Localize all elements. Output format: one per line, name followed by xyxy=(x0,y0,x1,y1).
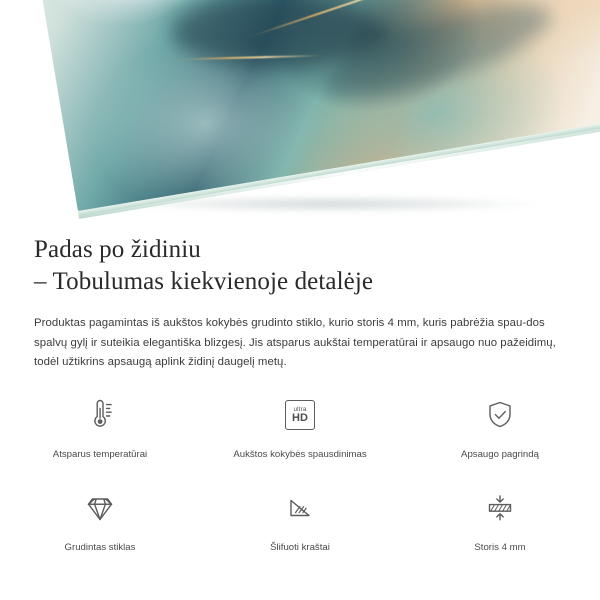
shield-check-icon xyxy=(477,392,523,438)
feature-item xyxy=(400,485,600,554)
badge-top-label: ultra xyxy=(293,406,307,413)
marble-print-surface xyxy=(24,0,600,212)
glass-panel xyxy=(24,0,600,212)
page-title-line-2: – Tobulumas kiekvienoje detalėje xyxy=(34,268,374,295)
diamond-icon xyxy=(77,485,123,531)
feature-item xyxy=(200,392,400,461)
feature-item xyxy=(400,392,600,461)
text-content xyxy=(0,222,600,373)
feature-item xyxy=(0,392,200,461)
feature-label: Storis 4 mm xyxy=(474,542,526,553)
badge-bottom-label: HD xyxy=(292,412,308,424)
hero-product-image xyxy=(0,0,600,222)
sparkle-icon xyxy=(540,186,562,208)
feature-grid xyxy=(0,392,600,554)
thermometer-icon xyxy=(77,392,123,438)
feature-label: Šlifuoti kraštai xyxy=(270,542,330,553)
ultra-hd-badge-icon xyxy=(277,392,323,438)
page-title-line-1: Padas po židiniu xyxy=(34,236,201,263)
page-title xyxy=(0,222,600,298)
feature-item xyxy=(0,485,200,554)
feature-label: Atsparus temperatūrai xyxy=(52,449,148,460)
product-description: Produktas pagamintas iš aukštos kokybės grudinto stiklo, kurio storis 4 mm, kuris pabrėžia spau-dos spalvų gylį ir suteikia elegantiška blizgesį. Jis atsparus aukštai temperatūrai ir apsaugo nuo pažeidimų, todėl užtikrins apsaugą aplink židinį daugelį metų. xyxy=(34,317,556,368)
feature-label: Aukštos kokybės spausdinimas xyxy=(233,449,367,460)
feature-item xyxy=(200,485,400,554)
feature-label: Grudintas stiklas xyxy=(64,542,136,553)
polished-edges-icon xyxy=(277,485,323,531)
feature-label: Apsaugo pagrindą xyxy=(461,449,539,460)
sparkle-icon xyxy=(512,158,546,192)
thickness-arrows-icon xyxy=(477,485,523,531)
